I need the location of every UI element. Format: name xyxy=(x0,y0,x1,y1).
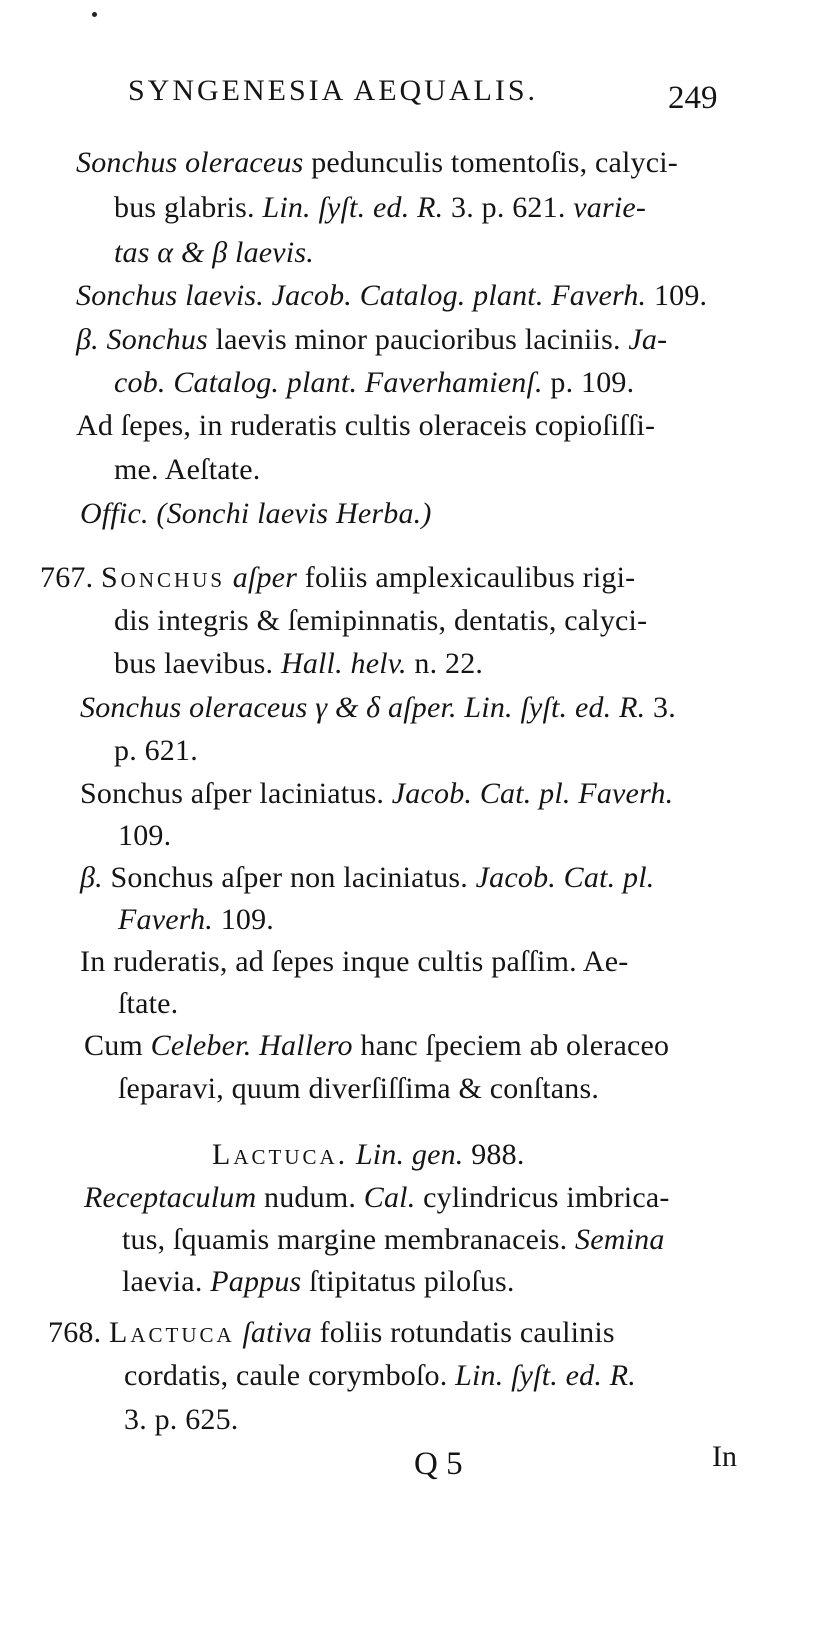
text-line: Receptaculum nudum. Cal. cylindricus imbrica- xyxy=(84,1181,670,1214)
signature-mark: Q 5 xyxy=(414,1446,463,1482)
page-number: 249 xyxy=(668,80,718,116)
text-line: dis integris & ſemipinnatis, dentatis, calyci- xyxy=(114,604,648,637)
text-line: Cum Celeber. Hallero hanc ſpeciem ab oleraceo xyxy=(84,1029,670,1062)
text-line: 3. p. 625. xyxy=(124,1403,239,1436)
text-line: Sonchus oleraceus pedunculis tomentoſis, calyci- xyxy=(76,146,678,179)
text-line: p. 621. xyxy=(114,734,198,767)
text-line: bus laevibus. Hall. helv. n. 22. xyxy=(114,647,484,680)
text-line: laevia. Pappus ſtipitatus piloſus. xyxy=(122,1265,515,1298)
text-line: Sonchus oleraceus γ & δ aſper. Lin. ſyſt. ed. R. 3. xyxy=(80,691,676,724)
text-line: tus, ſquamis margine membranaceis. Semina xyxy=(122,1223,665,1256)
text-line: β. Sonchus laevis minor paucioribus laciniis. Ja- xyxy=(76,323,668,356)
species-name: Sonchus oleraceus xyxy=(76,146,304,179)
text-line: tas α & β laevis. xyxy=(114,236,314,269)
text-line: Offic. (Sonchi laevis Herba.) xyxy=(80,497,432,530)
text-line: bus glabris. Lin. ſyſt. ed. R. 3. p. 621. varie- xyxy=(114,191,647,224)
text-line: 768. Lactuca ſativa foliis rotundatis caulinis xyxy=(48,1316,615,1349)
text-line: 767. Sonchus aſper foliis amplexicaulibus rigi- xyxy=(40,561,636,594)
text-line: Sonchus aſper laciniatus. Jacob. Cat. pl. Faverh. xyxy=(80,777,674,810)
running-head: SYNGENESIA AEQUALIS. xyxy=(128,74,539,107)
catchword: In xyxy=(712,1440,737,1473)
entry-number: 767. xyxy=(40,561,101,594)
genus-heading: Lactuca. Lin. gen. 988. xyxy=(212,1138,525,1171)
text-line: ſeparavi, quum diverſiſſima & conſtans. xyxy=(118,1072,600,1105)
text-line: β. Sonchus aſper non laciniatus. Jacob. Cat. pl. xyxy=(80,861,655,894)
text-line: cordatis, caule corymboſo. Lin. ſyſt. ed. R. xyxy=(124,1359,637,1392)
text-line: In ruderatis, ad ſepes inque cultis paſſim. Ae- xyxy=(80,945,629,978)
text-line: Ad ſepes, in ruderatis cultis oleraceis copioſiſſi- xyxy=(76,409,656,442)
entry-number: 768. xyxy=(48,1316,109,1349)
text-line: 109. xyxy=(118,819,172,852)
text-line: ſtate. xyxy=(118,987,179,1020)
text-line: Faverh. 109. xyxy=(118,903,274,936)
text-line: cob. Catalog. plant. Faverhamienſ. p. 109. xyxy=(114,366,635,399)
text-line: me. Aeſtate. xyxy=(114,453,261,486)
ink-speck xyxy=(92,12,97,17)
text-line: Sonchus laevis. Jacob. Catalog. plant. Faverh. 109. xyxy=(76,279,708,312)
